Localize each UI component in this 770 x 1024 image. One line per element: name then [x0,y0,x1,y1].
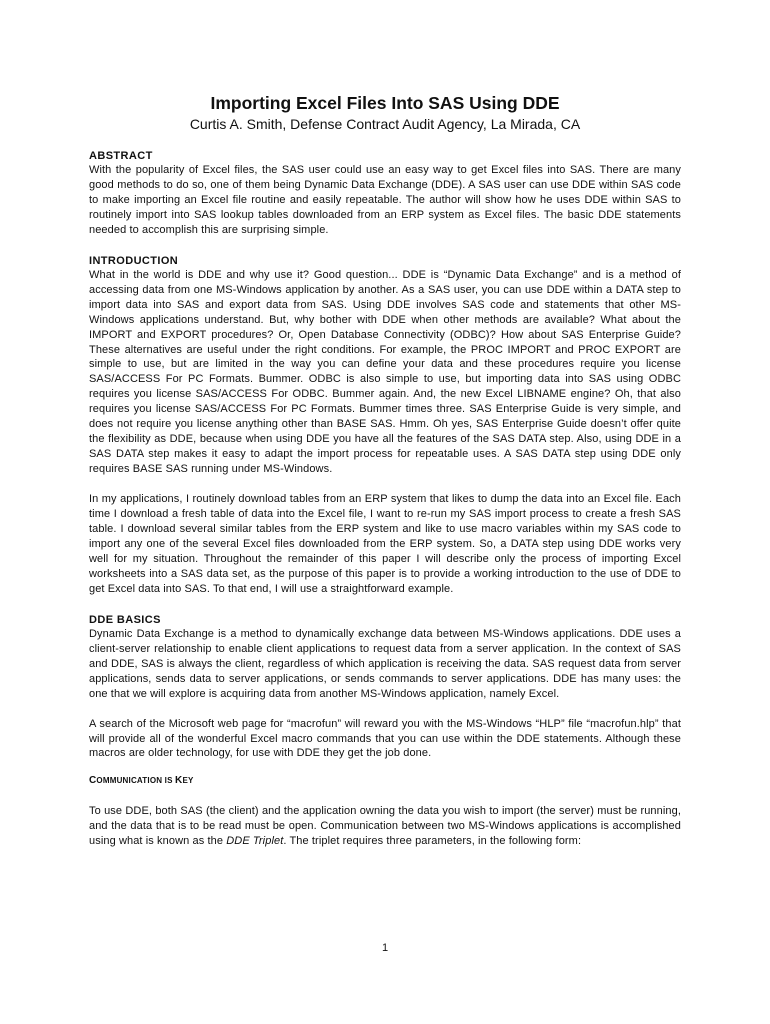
dde-basics-paragraph-1: Dynamic Data Exchange is a method to dynamically exchange data between MS-Windows applications. DDE uses a client-server relationship to enable client applications to request data from a server application. In the context of SAS and DDE, SAS is always the client, regardless of which application is receiving the data. SAS request data from server applications, sends data to server applications, or sends commands to server applications. DDE has many uses: the one that we will explore is acquiring data from another MS-Windows application, namely Excel. [89,627,681,700]
paper-page [89,92,681,849]
communication-text-after: . The triplet requires three parameters, in the following form: [283,835,582,848]
dde-triplet-term: DDE Triplet [226,835,284,848]
subheading-text-2: EY [182,776,194,786]
paper-title: Importing Excel Files Into SAS Using DDE [210,93,560,113]
introduction-paragraph-1: What in the world is DDE and why use it? Good question... DDE is “Dynamic Data Exchange” and is a method of accessing data from one MS-Windows application by another. As a SAS user, you can use DDE within a DATA step to import data into SAS and export data from SAS. Using DDE involves SAS code and statements that other MS-Windows applications understand. But, why bother with DDE when other methods are available? What about the IMPORT and EXPORT procedures? Or, Open Database Connectivity (ODBC)? How about SAS Enterprise Guide? These alternatives are useful under the right conditions. For example, the PROC IMPORT and PROC EXPORT are simple to use, but are limited in the way you can define your data and these procedures require you license SAS/ACCESS For PC Formats. Bummer. ODBC is also simple to use, but importing data into SAS using ODBC requires you license SAS/ACCESS For ODBC. Bummer again. And, the new Excel LIBNAME engine? Oh, that also requires you license SAS/ACCESS For PC Formats. Bummer times three. SAS Enterprise Guide is very simple, and does not require you license anything other than BASE SAS. Hmm. Oh yes, SAS Enterprise Guide doesn’t offer quite the flexibility as DDE, because when using DDE you have all the features of the SAS DATA step. Also, using DDE in a SAS DATA step makes it easy to adapt the import process for repeatable uses. A SAS DATA step using DDE only requires BASE SAS running under MS-Windows. [89,268,681,476]
dde-basics-paragraph-2: A search of the Microsoft web page for “macrofun” will reward you with the MS-Windows “HLP” file “macrofun.hlp” that will provide all of the wonderful Excel macro commands that you can use within the DDE statements. Although these macros are older technology, for use with DDE they get the job done. [89,717,681,760]
introduction-heading: INTRODUCTION [89,254,179,267]
communication-subheading [89,775,681,787]
abstract-heading: ABSTRACT [89,150,153,162]
author-line: Curtis A. Smith, Defense Contract Audit Agency, La Mirada, CA [189,116,581,132]
abstract-text: With the popularity of Excel files, the SAS user could use an easy way to get Excel files into SAS. There are many good methods to do so, one of them being Dynamic Data Exchange (DDE). A SAS user can use DDE within SAS code to make importing an Excel file routine and easily repeatable. The author will show how he uses DDE within SAS to routinely import into SAS lookup tables downloaded from an ERP system as Excel files. The basic DDE statements needed to accomplish this are surprising simple. [89,164,681,236]
communication-text-before: To use DDE, both SAS (the client) and the application owning the data you wish to import (the server) must be running, and the data that is to be read must be open. Communication between two MS-Windows applications is accomplished using what is known as the [89,805,681,848]
subheading-text-1: OMMUNICATION IS [96,776,176,786]
page-number: 1 [381,942,389,954]
subheading-cap-k: K [175,775,183,787]
introduction-paragraph-2: In my applications, I routinely download tables from an ERP system that likes to dump the data into an Excel file. Each time I download a fresh table of data into the Excel file, I want to re-run my SAS import process to create a fresh SAS table. I download several similar tables from the ERP system and like to use macro variables within my SAS code to import any one of the several Excel files downloaded from the ERP system. So, a DATA step using DDE works very well for my situation. Throughout the remainder of this paper I will describe only the process of importing Excel worksheets into a SAS data set, as the purpose of this paper is to provide a working introduction to the use of DDE to get Excel data into SAS. To that end, I will use a straightforward example. [89,493,681,595]
dde-basics-heading: DDE BASICS [89,613,161,626]
communication-paragraph [89,804,681,849]
subheading-cap-c: C [89,775,97,787]
